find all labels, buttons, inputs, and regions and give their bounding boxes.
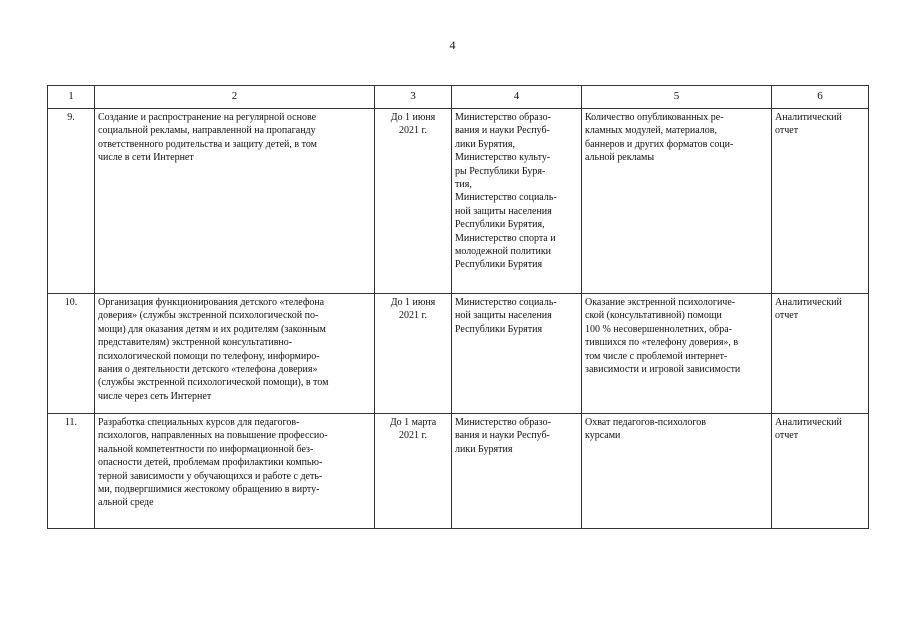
executors-text: Министерство социаль- ной защиты населения Республики Бурятия [455,297,557,335]
row-number: 10. [48,294,95,414]
table-header-row [48,86,869,109]
activity-text: Создание и распространение на регулярной основе социальной рекламы, направленной на пропаганду ответственного родительства и защиту детей, в том числе в сети Интернет [98,112,317,164]
report-form-text: Аналитический отчет [775,417,842,442]
deadline-text: До 1 июня 2021 г. [390,297,436,322]
deadline-text: До 1 июня 2021 г. [390,112,436,137]
row-number: 9. [48,109,95,294]
header-col-5: 5 [582,86,772,109]
row-number: 11. [48,414,95,529]
deadline-text: До 1 марта 2021 г. [389,417,437,442]
indicator-text: Количество опубликованных ре- кламных модулей, материалов, баннеров и других форматов соци- альной рекламы [585,112,734,164]
page-number: 4 [449,38,456,52]
header-col-1: 1 [48,86,95,109]
executors-text: Министерство образо- вания и науки Респуб- лики Бурятия [455,417,551,455]
header-col-3: 3 [375,86,452,109]
indicator-text: Охват педагогов-психологов курсами [585,417,706,442]
activity-text: Организация функционирования детского «телефона доверия» (службы экстренной психологической по- мощи) для оказания детям и их родителям (законным представителям) экстренной консультативно- психологической помощи по телефону, информиро- вания о деятельности детского «телефона доверия» (службы экстренной психологической помощи), в том числе через сеть Интернет [98,297,329,402]
activity-text: Разработка специальных курсов для педагогов- психологов, направленных на повышение профессио- нальной компетентности по информационной без- опасности детей, проблемам профилактики компью- терной зависимости у обучающихся и работе с деть- ми, подвергшимися жестокому обращению в вирту- альной среде [98,417,328,509]
indicator-text: Оказание экстренной психологиче- ской (консультативной) помощи 100 % несовершеннолетних, обра- тившихся по «телефону доверия», в том числе с проблемой интернет- зависимости и игровой зависимости [585,297,741,376]
executors-text: Министерство образо- вания и науки Респуб- лики Бурятия, Министерство культу- ры Республики Буря- тия, Министерство социаль- ной защиты населения Республики Бурятия, Министерство спорта и молодежной политики Республики Бурятия [455,112,557,271]
table-row [48,109,869,294]
report-form-text: Аналитический отчет [775,297,842,322]
header-col-6: 6 [772,86,869,109]
header-col-4: 4 [452,86,582,109]
header-col-2: 2 [95,86,375,109]
table-row [48,414,869,529]
report-form-text: Аналитический отчет [775,112,842,137]
table-row [48,294,869,414]
measures-table [47,85,869,529]
